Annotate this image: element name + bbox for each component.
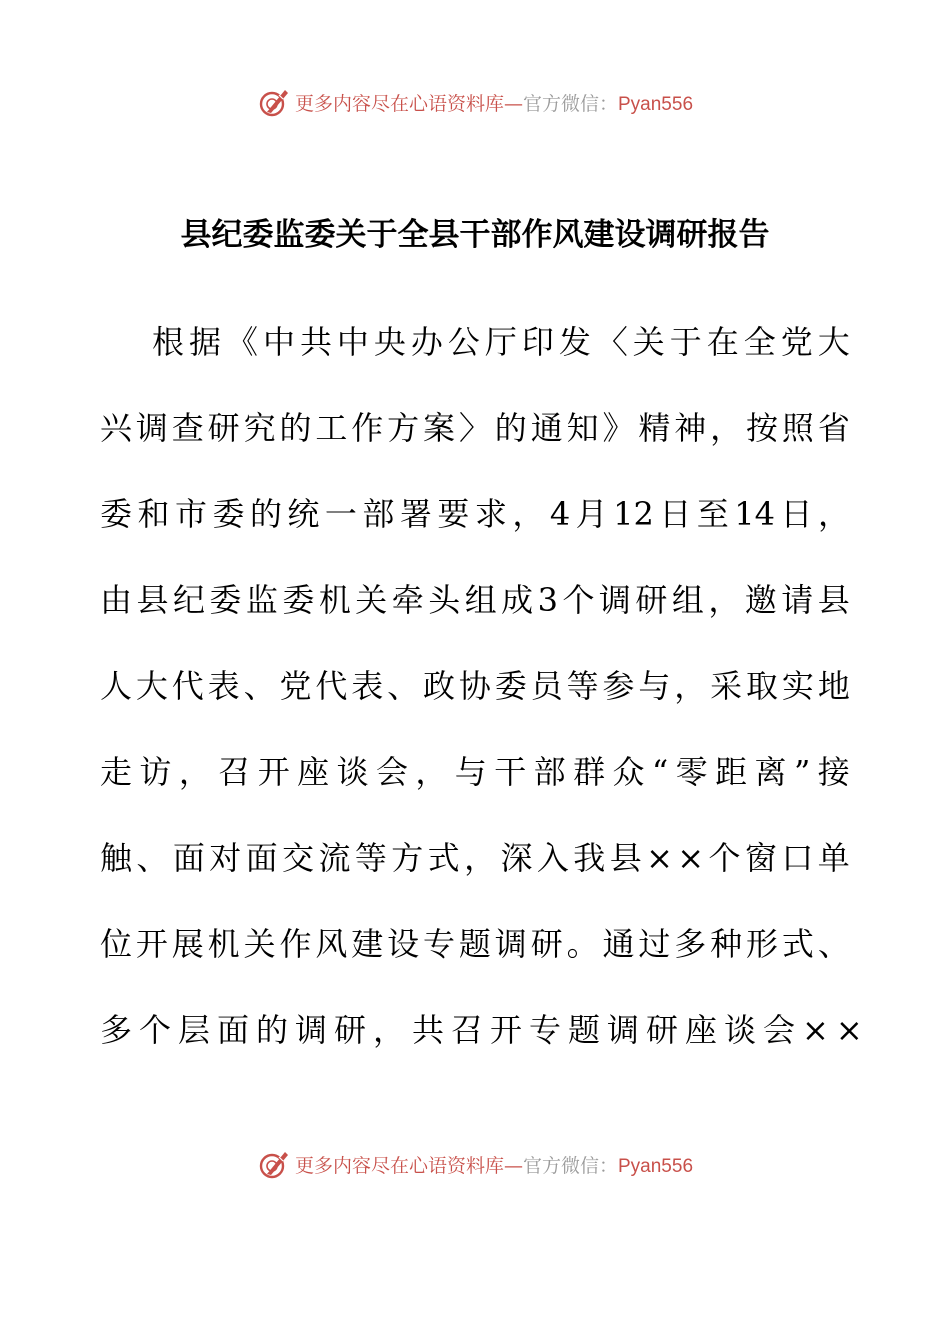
banner-text: [295, 1151, 693, 1178]
quill-logo-icon: [257, 1147, 291, 1181]
body-line: 多个层面的调研，共召开专题调研座谈会××: [100, 1011, 870, 1049]
body-line: 人 大 代 表 、 党 代 表 、 政 协 委 员 等 参 与 ， 采 取 实 地: [100, 667, 850, 705]
quill-logo-icon: [257, 85, 291, 119]
body-line: 位 开 展 机 关 作 风 建 设 专 题 调 研 。 通 过 多 种 形 式 、: [100, 925, 850, 963]
body-line: 触 、 面 对 面 交 流 等 方 式 ， 深 入 我 县 × × 个 窗 口 单: [100, 839, 850, 877]
body-line: 兴 调 查 研 究 的 工 作 方 案 〉 的 通 知 》 精 神 ， 按 照 省: [100, 409, 850, 447]
banner-wechat-label: 官方微信：: [522, 1154, 618, 1177]
banner-text: [295, 89, 693, 116]
banner-lead: 更多内容尽在心语资料库—: [294, 1154, 523, 1177]
document-body: [100, 318, 870, 1092]
document-title: 县纪委监委关于全县干部作风建设调研报告: [180, 217, 770, 253]
header-banner: [0, 82, 950, 122]
banner-account: Pyan556: [618, 93, 694, 115]
banner-account: Pyan556: [618, 1155, 694, 1177]
body-line: 走 访 ， 召 开 座 谈 会 ， 与 干 部 群 众 “ 零 距 离 ” 接: [100, 753, 850, 791]
body-line: 根 据 《 中 共 中 央 办 公 厅 印 发 〈 关 于 在 全 党 大: [152, 323, 850, 361]
banner-lead: 更多内容尽在心语资料库—: [294, 92, 523, 115]
body-line: 由 县 纪 委 监 委 机 关 牵 头 组 成 3 个 调 研 组 ， 邀 请 县: [100, 581, 850, 619]
footer-banner: [0, 1144, 950, 1184]
body-line: 委 和 市 委 的 统 一 部 署 要 求 ， 4 月 12 日 至 14 日 ，: [100, 495, 850, 533]
banner-wechat-label: 官方微信：: [522, 92, 618, 115]
